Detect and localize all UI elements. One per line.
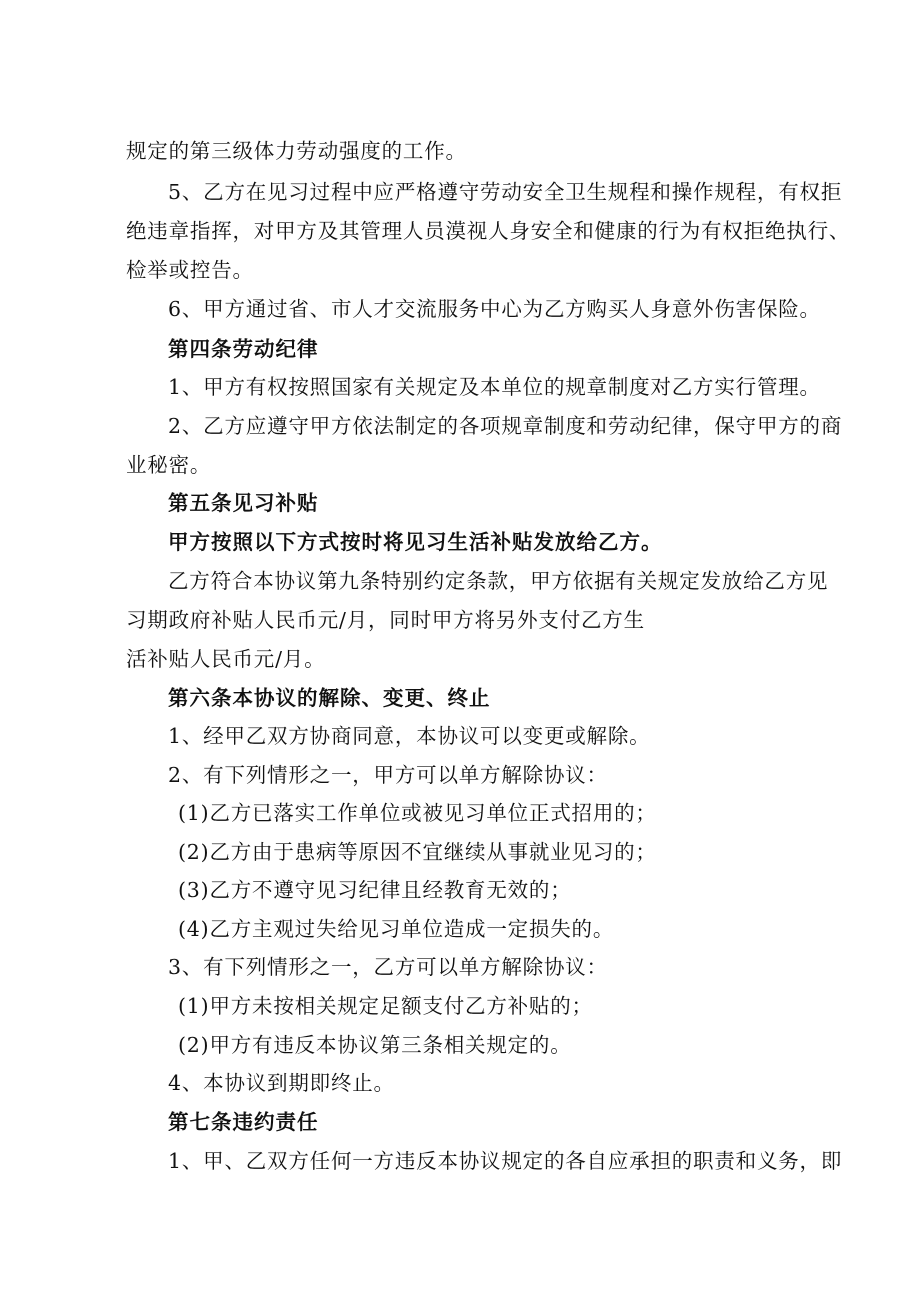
- paragraph-line: 5、乙方在见习过程中应严格遵守劳动安全卫生规程和操作规程，有权拒: [168, 180, 843, 204]
- list-item: (1)乙方已落实工作单位或被见习单位正式招用的；: [178, 801, 657, 825]
- section-heading: 第五条见习补贴: [168, 491, 319, 515]
- list-item: (2)甲方有违反本协议第三条相关规定的。: [178, 1033, 572, 1057]
- paragraph-line: 6、甲方通过省、市人才交流服务中心为乙方购买人身意外伤害保险。: [168, 297, 821, 321]
- paragraph-line: 3、有下列情形之一，乙方可以单方解除协议：: [168, 955, 608, 979]
- paragraph-line: 2、乙方应遵守甲方依法制定的各项规章制度和劳动纪律，保守甲方的商: [168, 414, 843, 438]
- list-item: (1)甲方未按相关规定足额支付乙方补贴的；: [178, 994, 593, 1018]
- paragraph-line: 习期政府补贴人民币元/月，同时甲方将另外支付乙方生: [126, 608, 645, 632]
- section-heading: 甲方按照以下方式按时将见习生活补贴发放给乙方。: [168, 530, 663, 554]
- section-heading: 第六条本协议的解除、变更、终止: [168, 686, 491, 710]
- paragraph-line: 4、本协议到期即终止。: [168, 1071, 395, 1095]
- paragraph-line: 1、甲方有权按照国家有关规定及本单位的规章制度对乙方实行管理。: [168, 375, 821, 399]
- paragraph-line: 规定的第三级体力劳动强度的工作。: [126, 139, 467, 163]
- list-item: (2)乙方由于患病等原因不宜继续从事就业见习的；: [178, 840, 657, 864]
- paragraph-line: 活补贴人民币元/月。: [126, 647, 326, 671]
- list-item: (3)乙方不遵守见习纪律且经教育无效的；: [178, 878, 572, 902]
- paragraph-line: 绝违章指挥，对甲方及其管理人员漠视人身安全和健康的行为有权拒绝执行、: [126, 219, 851, 243]
- paragraph-line: 业秘密。: [126, 453, 212, 477]
- paragraph-line: 检举或控告。: [126, 258, 254, 282]
- list-item: (4)乙方主观过失给见习单位造成一定损失的。: [178, 917, 615, 941]
- paragraph-line: 1、甲、乙双方任何一方违反本协议规定的各自应承担的职责和义务，即: [168, 1149, 843, 1173]
- paragraph-line: 1、经甲乙双方协商同意，本协议可以变更或解除。: [168, 724, 651, 748]
- paragraph-line: 2、有下列情形之一，甲方可以单方解除协议：: [168, 763, 608, 787]
- paragraph-line: 乙方符合本协议第九条特别约定条款，甲方依据有关规定发放给乙方见: [168, 569, 829, 593]
- section-heading: 第四条劳动纪律: [168, 337, 319, 361]
- section-heading: 第七条违约责任: [168, 1110, 319, 1134]
